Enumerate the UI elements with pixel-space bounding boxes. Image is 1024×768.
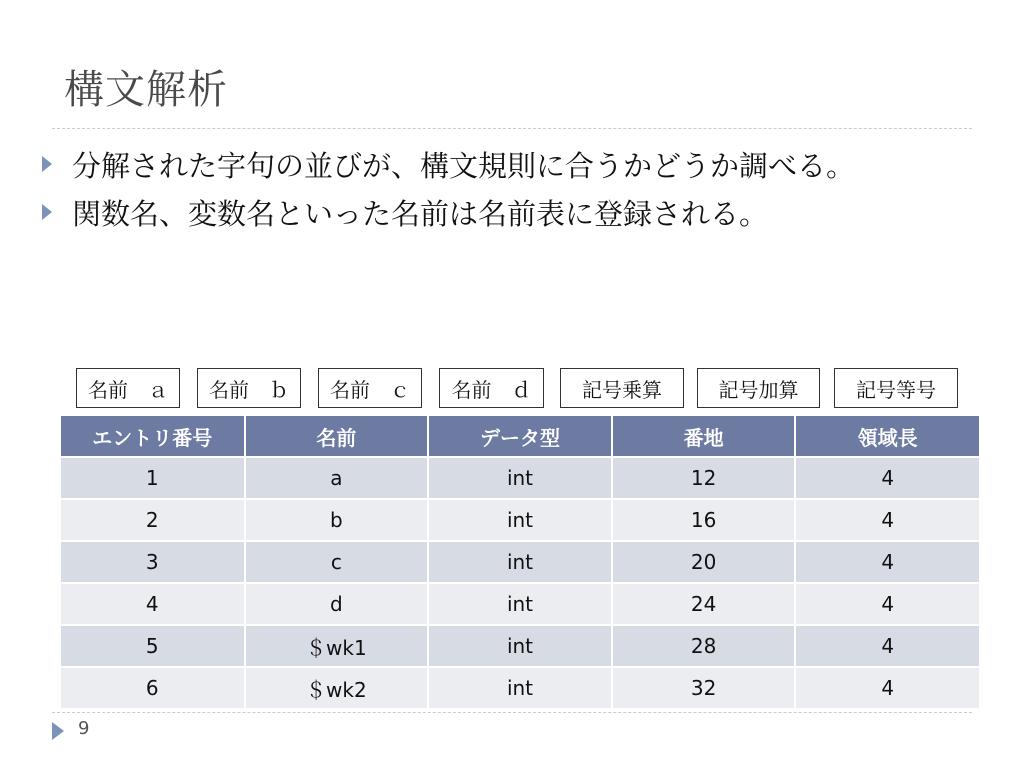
table-cell: 3 [61, 541, 245, 583]
table-cell: int [428, 499, 612, 541]
table-cell: int [428, 541, 612, 583]
table-cell: 4 [61, 583, 245, 625]
table-cell: int [428, 625, 612, 667]
table-cell: d [245, 583, 429, 625]
bullet-triangle-icon [42, 156, 52, 172]
table-row [61, 499, 979, 541]
token-box: 名前 ａ [76, 368, 180, 408]
table-cell: 16 [612, 499, 796, 541]
table-cell: 32 [612, 667, 796, 709]
table-row [61, 625, 979, 667]
bullet-text: 関数名、変数名といった名前は名前表に登録される。 [72, 196, 769, 231]
slide-title: 構文解析 [64, 67, 228, 113]
column-header: 名前 [245, 416, 429, 457]
table-cell: 4 [795, 541, 979, 583]
table-cell: 12 [612, 457, 796, 499]
table-cell: 24 [612, 583, 796, 625]
footer-triangle-icon [52, 722, 64, 740]
bullet-text: 分解された字句の並びが、構文規則に合うかどうか調べる。 [72, 148, 856, 183]
token-box: 名前 ｂ [197, 368, 301, 408]
token-box: 名前 ｄ [439, 368, 544, 408]
table-row [61, 541, 979, 583]
token-box: 記号等号 [834, 368, 958, 408]
token-box: 記号乗算 [560, 368, 684, 408]
table-cell: 28 [612, 625, 796, 667]
token-box: 記号加算 [697, 368, 820, 408]
table-cell: int [428, 457, 612, 499]
token-box: 名前 ｃ [318, 368, 422, 408]
column-header: エントリ番号 [61, 416, 245, 457]
table-cell: 2 [61, 499, 245, 541]
bullet-item [40, 188, 855, 236]
table-row [61, 667, 979, 709]
table-cell: ＄wk2 [245, 667, 429, 709]
column-header: データ型 [428, 416, 612, 457]
table-cell: ＄wk1 [245, 625, 429, 667]
column-header: 番地 [612, 416, 796, 457]
table-row [61, 583, 979, 625]
table-cell: 6 [61, 667, 245, 709]
table-cell: 4 [795, 457, 979, 499]
bullet-triangle-icon [42, 204, 52, 220]
title-divider [52, 128, 972, 129]
table-cell: 4 [795, 499, 979, 541]
table-header-row [61, 416, 979, 457]
bullet-list [40, 140, 855, 236]
bullet-item [40, 140, 855, 188]
table-cell: a [245, 457, 429, 499]
symbol-table [61, 416, 979, 710]
footer-divider [52, 712, 972, 713]
page-number: 9 [78, 718, 90, 739]
table-cell: 4 [795, 667, 979, 709]
table-cell: b [245, 499, 429, 541]
table-cell: 4 [795, 583, 979, 625]
table-row [61, 457, 979, 499]
table-cell: 20 [612, 541, 796, 583]
table-cell: 4 [795, 625, 979, 667]
table-cell: 5 [61, 625, 245, 667]
table-cell: c [245, 541, 429, 583]
table-cell: int [428, 583, 612, 625]
column-header: 領域長 [795, 416, 979, 457]
table-cell: int [428, 667, 612, 709]
table-cell: 1 [61, 457, 245, 499]
